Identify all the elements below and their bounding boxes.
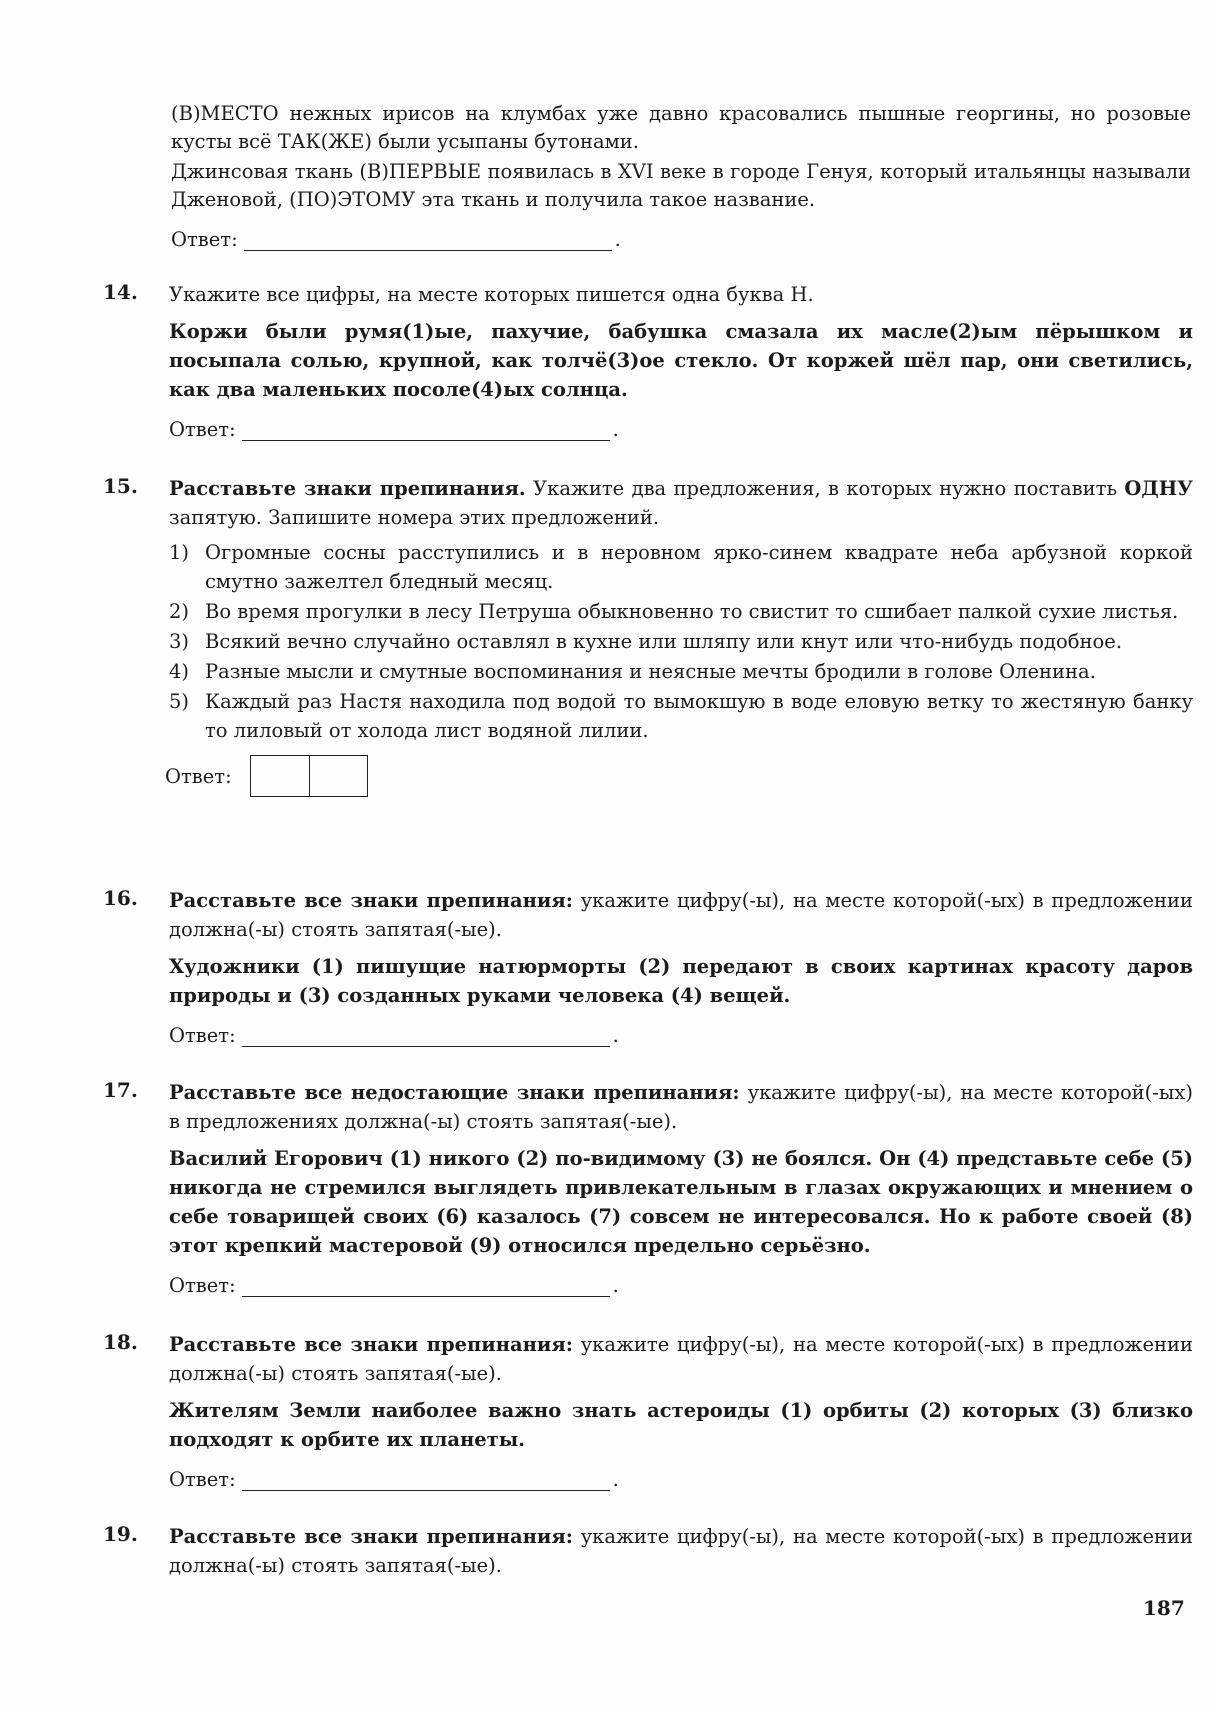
task-question xyxy=(169,1522,1193,1580)
answer-line-17 xyxy=(169,1274,1193,1297)
page-number: 187 xyxy=(1143,1596,1185,1620)
question-bold: Расставьте все недостающие знаки препинания: xyxy=(169,1081,740,1104)
task-13-continuation xyxy=(171,100,1191,251)
answer-label: Ответ: xyxy=(169,1024,236,1047)
task-18 xyxy=(103,1330,1193,1491)
option-item xyxy=(169,687,1193,745)
question-text: запятую. Запишите номера этих предложений. xyxy=(169,506,660,529)
answer-label: Ответ: xyxy=(169,1468,236,1491)
answer-boxes xyxy=(250,755,368,797)
answer-label: Ответ: xyxy=(165,764,232,788)
task-number: 17. xyxy=(103,1078,138,1102)
answer-line-15 xyxy=(165,755,1193,797)
task-sentence: Василий Егорович (1) никого (2) по-видимому (3) не боялся. Он (4) представьте себе (5) никогда не стремился выглядеть привлекательным в глазах окружающих и мнением о себе товарищей своих (6) казалось (7) совсем не интересовался. Но к работе своей (8) этот крепкий мастеровой (9) относился предельно серьёзно. xyxy=(169,1147,1193,1257)
answer-line-16 xyxy=(169,1024,1193,1047)
option-text: Каждый раз Настя находила под водой то вымокшую в воде еловую ветку то жестяную банку то лиловый от холода лист водяной лилии. xyxy=(205,690,1193,742)
question-text: укажите цифру(-ы), на месте которой(-ых) в предложении должна(-ы) стоять запятая(-ые). xyxy=(169,1333,1193,1385)
option-marker: 3) xyxy=(169,630,190,653)
answer-label: Ответ: xyxy=(171,228,238,251)
question-text: укажите цифру(-ы), на месте которой(-ых) в предложении должна(-ы) стоять запятая(-ые). xyxy=(169,889,1193,941)
question-text: укажите цифру(-ы), на месте которой(-ых) в предложениях должна(-ы) стоять запятая(-ые). xyxy=(169,1081,1194,1133)
question-text: укажите цифру(-ы), на месте которой(-ых) в предложении должна(-ы) стоять запятая(-ые). xyxy=(169,1525,1193,1577)
option-item xyxy=(169,657,1193,686)
answer-box-1[interactable] xyxy=(251,756,309,796)
question-bold: Расставьте все знаки препинания: xyxy=(169,889,573,912)
task-sentence: Художники (1) пишущие натюрморты (2) передают в своих картинах красоту даров природы и (3) созданных руками человека (4) вещей. xyxy=(169,955,1193,1007)
task-number: 15. xyxy=(103,474,138,498)
answer-blank-17[interactable] xyxy=(242,1276,610,1297)
answer-line-18 xyxy=(169,1468,1193,1491)
option-item xyxy=(169,538,1193,596)
question-bold: Расставьте все знаки препинания: xyxy=(169,1525,573,1548)
option-text: Разные мысли и смутные воспоминания и неясные мечты бродили в голове Оленина. xyxy=(205,660,1096,683)
task-16 xyxy=(103,886,1193,1047)
answer-blank-13[interactable] xyxy=(244,230,612,251)
intro-paragraph-2: Джинсовая ткань (В)ПЕРВЫЕ появилась в XVI веке в городе Генуя, который итальянцы называли Дженовой, (ПО)ЭТОМУ эта ткань и получила такое название. xyxy=(171,160,1191,211)
answer-label: Ответ: xyxy=(169,418,236,441)
task-number: 16. xyxy=(103,886,138,910)
option-marker: 1) xyxy=(169,541,190,564)
question-emphasis: ОДНУ xyxy=(1124,477,1193,500)
answer-dot: . xyxy=(612,1274,619,1297)
task-15 xyxy=(103,474,1193,797)
option-item xyxy=(169,627,1193,656)
options-list xyxy=(169,538,1193,745)
answer-label: Ответ: xyxy=(169,1274,236,1297)
task-sentence: Коржи были румя(1)ые, пахучие, бабушка смазала их масле(2)ым пёрышком и посыпала солью, крупной, как толчё(3)ое стекло. От коржей шёл пар, они светились, как два маленьких посоле(4)ых солнца. xyxy=(169,320,1193,401)
option-marker: 2) xyxy=(169,600,190,623)
intro-paragraph-1: (В)МЕСТО нежных ирисов на клумбах уже давно красовались пышные георгины, но розовые кусты всё ТАК(ЖЕ) были усыпаны бутонами. xyxy=(171,102,1191,153)
answer-box-2[interactable] xyxy=(309,756,367,796)
answer-blank-18[interactable] xyxy=(242,1470,610,1491)
option-text: Всякий вечно случайно оставлял в кухне или шляпу или кнут или что-нибудь подобное. xyxy=(205,630,1123,653)
task-17 xyxy=(103,1078,1193,1297)
option-item xyxy=(169,597,1193,626)
task-number: 19. xyxy=(103,1522,138,1546)
answer-dot: . xyxy=(612,418,619,441)
answer-blank-14[interactable] xyxy=(242,420,610,441)
task-question xyxy=(169,1330,1193,1388)
question-bold: Расставьте все знаки препинания: xyxy=(169,1333,573,1356)
task-number: 18. xyxy=(103,1330,138,1354)
task-19 xyxy=(103,1522,1193,1580)
task-number: 14. xyxy=(103,280,138,304)
task-14 xyxy=(103,280,1193,441)
question-text: Укажите два предложения, в которых нужно поставить xyxy=(525,477,1125,500)
answer-dot: . xyxy=(614,228,621,251)
task-sentence: Жителям Земли наиболее важно знать астероиды (1) орбиты (2) которых (3) близко подходят к орбите их планеты. xyxy=(169,1399,1193,1451)
answer-line-13 xyxy=(171,228,1191,251)
option-marker: 5) xyxy=(169,690,190,713)
task-question: Укажите все цифры, на месте которых пишется одна буква Н. xyxy=(169,283,814,306)
answer-line-14 xyxy=(169,418,1193,441)
answer-dot: . xyxy=(612,1468,619,1491)
option-text: Во время прогулки в лесу Петруша обыкновенно то свистит то сшибает палкой сухие листья. xyxy=(205,600,1179,623)
question-bold: Расставьте знаки препинания. xyxy=(169,477,526,500)
task-question xyxy=(169,1078,1193,1136)
task-question xyxy=(169,474,1193,532)
answer-dot: . xyxy=(612,1024,619,1047)
task-question xyxy=(169,886,1193,944)
option-text: Огромные сосны расступились и в неровном ярко-синем квадрате неба арбузной коркой смутно зажелтел бледный месяц. xyxy=(205,541,1193,593)
option-marker: 4) xyxy=(169,660,190,683)
answer-blank-16[interactable] xyxy=(242,1026,610,1047)
